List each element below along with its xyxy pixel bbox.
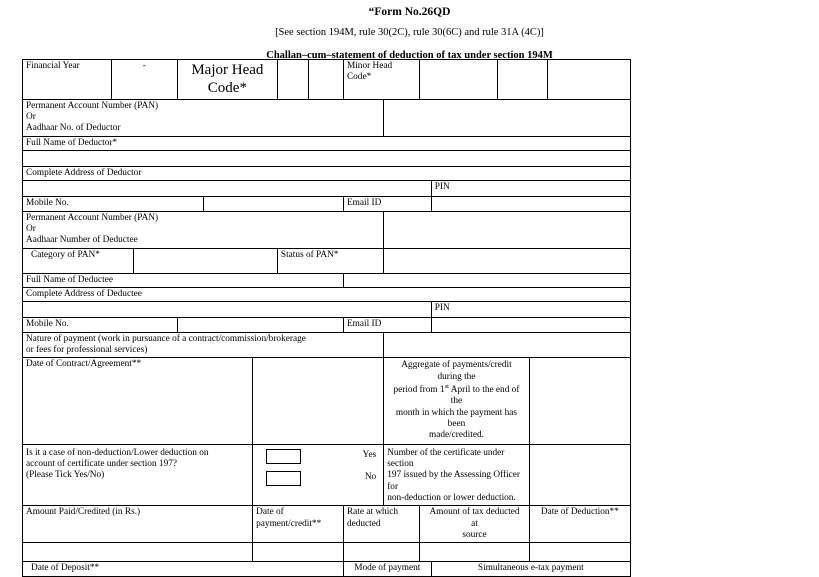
deductee-full-name-label: Full Name of Deductee [23, 273, 344, 287]
aggregate-line1: Aggregate of payments/credit during the [401, 360, 512, 382]
table-row-deposit [23, 562, 631, 576]
aggregate-line2 [390, 383, 523, 408]
table-row-contract-aggregate [23, 358, 631, 444]
deductor-full-name-input[interactable] [23, 150, 631, 166]
nature-of-payment-line1: Nature of payment (work in pursuance of a contract/commission/brokerage [26, 333, 306, 344]
table-row-deductor-pan [23, 99, 631, 136]
form-reference: [See section 194M, rule 30(2C), rule 30(6C) and rule 31A (4C)] [275, 27, 544, 38]
minor-head-code-box-1[interactable] [420, 60, 497, 100]
yes-no-checkbox-group [253, 444, 384, 506]
deductor-mobile-input[interactable] [203, 197, 343, 211]
form-heading [0, 0, 819, 61]
certificate-line2: 197 issued by the Assessing Officer for [387, 470, 521, 492]
form-subtitle: Challan–cum–statement of deduction of tax under section 194M [266, 50, 553, 61]
deductor-mobile-label: Mobile No. [23, 197, 204, 211]
deductee-pan-line2: Or [26, 223, 36, 234]
financial-year-label: Financial Year [23, 60, 112, 100]
financial-year-value[interactable]: - [111, 60, 177, 100]
status-of-pan-input[interactable] [384, 248, 631, 273]
no-option-row [266, 471, 380, 486]
table-row-amount-headers [23, 506, 631, 543]
category-of-pan-label: Category of PAN* [23, 248, 134, 273]
minor-head-code-box-3[interactable] [548, 60, 631, 100]
yes-option-row [266, 449, 380, 464]
deductor-email-label: Email ID [343, 197, 431, 211]
aggregate-line3: month in which the payment has been [395, 407, 518, 429]
date-of-deposit-label: Date of Deposit** [23, 562, 344, 576]
tax-deducted-line3: source [462, 529, 487, 540]
certificate-number-input[interactable] [529, 444, 630, 506]
minor-head-code-label: Minor Head Code* [343, 60, 419, 100]
major-head-code-box-2[interactable] [308, 60, 343, 100]
amount-paid-label: Amount Paid/Credited (in Rs.) [23, 506, 253, 543]
amount-paid-input[interactable] [23, 543, 253, 562]
major-head-code-box-1[interactable] [277, 60, 308, 100]
aggregate-line4: made/credited. [428, 430, 484, 441]
date-of-payment-label [253, 506, 344, 543]
table-row-deductor-name-label [23, 136, 631, 150]
deductor-address-input[interactable] [23, 181, 432, 197]
deductee-mobile-label: Mobile No. [23, 318, 178, 332]
table-row-pan-category [23, 248, 631, 273]
non-deduction-question-label [23, 444, 253, 506]
date-of-deduction-input[interactable] [529, 543, 630, 562]
non-deduction-line3: (Please Tick Yes/No) [26, 470, 105, 481]
certificate-line3: non-deduction or lower deduction. [387, 492, 516, 503]
deductor-full-name-label: Full Name of Deductor* [23, 136, 631, 150]
nature-of-payment-label [23, 332, 384, 358]
aggregate-payments-input[interactable] [529, 358, 630, 444]
deductor-address-label: Complete Address of Deductor [23, 166, 631, 180]
rate-line1: Rate at which [346, 507, 399, 518]
table-row-deductor-address-input [23, 181, 631, 197]
tax-deducted-line1: Amount of tax deducted [429, 507, 520, 518]
deductee-address-label: Complete Address of Deductee [23, 287, 631, 301]
table-row-deductee-address-input [23, 302, 631, 318]
deductee-email-label: Email ID [343, 318, 431, 332]
date-of-payment-input[interactable] [253, 543, 344, 562]
nature-of-payment-input[interactable] [384, 332, 631, 358]
deductor-pan-line2: Or [26, 111, 36, 122]
deductor-pan-label [23, 99, 384, 136]
rate-deducted-input[interactable] [343, 543, 419, 562]
date-of-contract-input[interactable] [253, 358, 384, 444]
yes-label: Yes [362, 450, 377, 461]
table-row-nature-of-payment [23, 332, 631, 358]
deductee-address-input[interactable] [23, 302, 432, 318]
tax-deducted-input[interactable] [420, 543, 529, 562]
table-row-non-deduction [23, 444, 631, 506]
aggregate-ordinal-suffix: st [444, 382, 449, 390]
date-of-payment-line2: payment/credit** [256, 518, 322, 529]
yes-checkbox[interactable] [266, 449, 301, 464]
table-row-deductee-contact [23, 318, 631, 332]
status-of-pan-label: Status of PAN* [277, 248, 383, 273]
table-row-deductor-contact [23, 197, 631, 211]
aggregate-payments-label [384, 358, 530, 444]
certificate-number-label [384, 444, 530, 506]
table-row-deductor-name-input [23, 150, 631, 166]
deductee-pan-line3: Aadhaar Number of Deductee [26, 235, 138, 246]
deductee-full-name-input[interactable] [343, 273, 630, 287]
no-label: No [364, 472, 377, 483]
aggregate-line2-b: April to the end of the [448, 384, 520, 407]
date-of-contract-label: Date of Contract/Agreement** [23, 358, 253, 444]
deductee-pan-input[interactable] [384, 211, 631, 248]
deductee-pan-line1: Permanent Account Number (PAN) [26, 212, 159, 223]
non-deduction-line2: account of certificate under section 197? [26, 458, 178, 469]
rate-deducted-label [343, 506, 419, 543]
table-row-deductee-address-label [23, 287, 631, 301]
table-row-financial-year [23, 60, 631, 100]
deductee-mobile-input[interactable] [177, 318, 343, 332]
deductor-pan-line1: Permanent Account Number (PAN) [26, 100, 159, 111]
minor-head-code-box-2[interactable] [497, 60, 548, 100]
non-deduction-line1: Is it a case of non-deduction/Lower deduction on [26, 447, 209, 458]
deductee-pin-label: PIN [431, 302, 630, 318]
rate-line2: deducted [346, 518, 381, 529]
mode-of-payment-label: Mode of payment [343, 562, 431, 576]
deductor-pan-line3: Aadhaar No. of Deductor [26, 123, 121, 134]
tax-deducted-line2: at [471, 518, 478, 529]
challan-form-table [22, 59, 631, 577]
deductee-pin-input[interactable] [431, 318, 630, 332]
table-row-deductee-pan [23, 211, 631, 248]
certificate-line1: Number of the certificate under section [387, 447, 505, 469]
no-checkbox[interactable] [266, 471, 301, 486]
category-of-pan-input[interactable] [134, 248, 277, 273]
date-of-payment-line1: Date of [256, 507, 284, 518]
table-row-amount-inputs [23, 543, 631, 562]
deductor-pan-input[interactable] [384, 99, 631, 136]
deductor-pin-input[interactable] [431, 197, 630, 211]
deductee-pan-label [23, 211, 384, 248]
aggregate-line2-a: period from 1 [393, 384, 445, 395]
nature-of-payment-line2: or fees for professional services) [26, 344, 148, 355]
date-of-deduction-label: Date of Deduction** [529, 506, 630, 543]
form-title: “Form No.26QD [368, 6, 451, 18]
table-row-deductor-address-label [23, 166, 631, 180]
major-head-code-label: Major Head Code* [177, 60, 277, 100]
deductor-pin-label: PIN [431, 181, 630, 197]
table-row-deductee-name [23, 273, 631, 287]
tax-deducted-label [420, 506, 529, 543]
simultaneous-etax-label: Simultaneous e-tax payment [431, 562, 630, 576]
